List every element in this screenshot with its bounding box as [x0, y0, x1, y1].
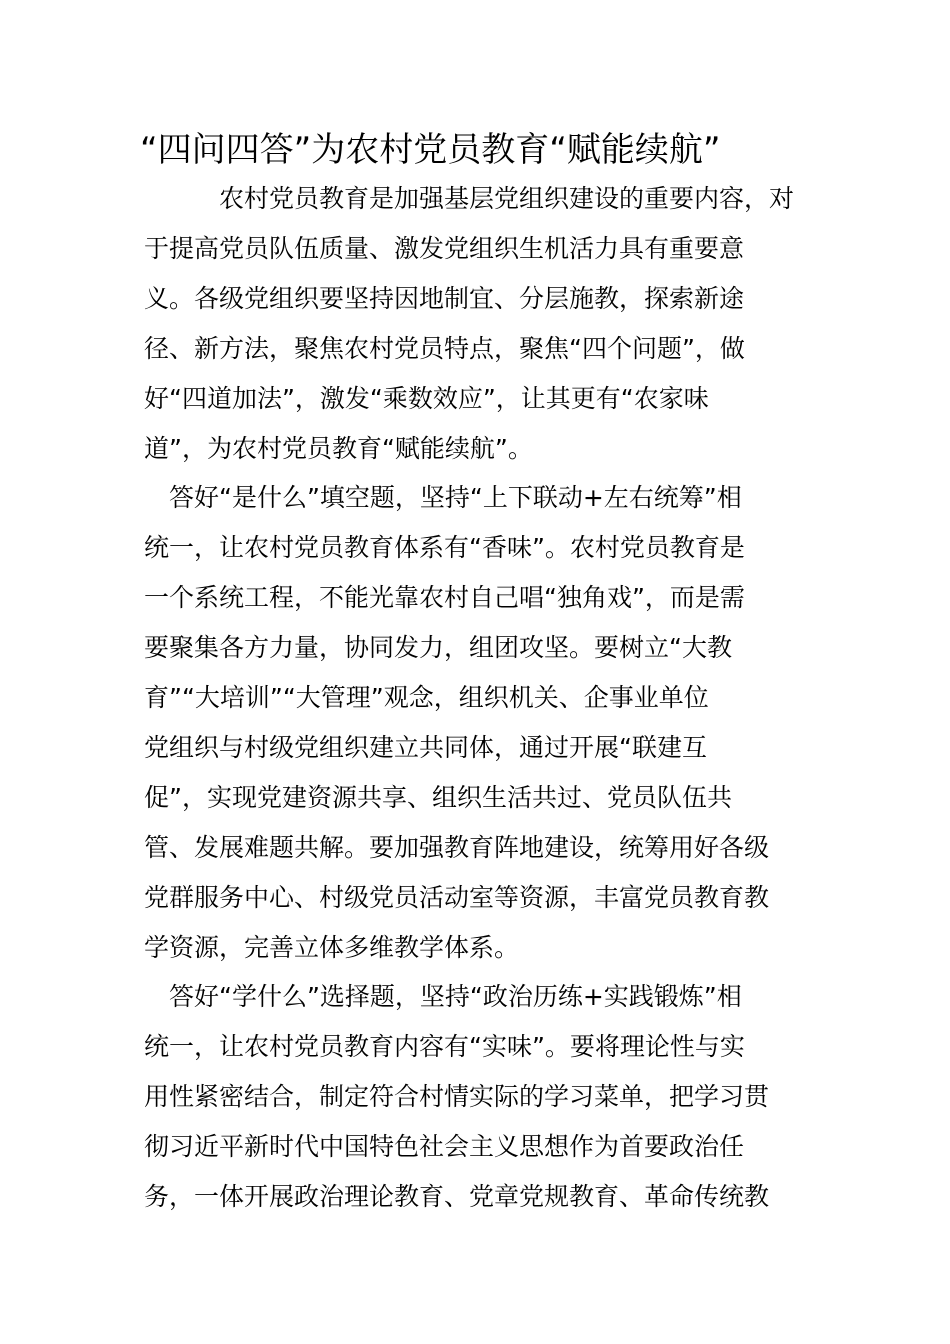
text-line: 管、发展难题共解。要加强教育阵地建设，统筹用好各级	[144, 833, 770, 862]
text-line: 用性紧密结合，制定符合村情实际的学习菜单，把学习贯	[144, 1082, 770, 1111]
text-line: 统一，让农村党员教育内容有“实味”。要将理论性与实	[144, 1032, 745, 1061]
text-line: 道”，为农村党员教育“赋能续航”。	[144, 434, 533, 463]
text-line: 务，一体开展政治理论教育、党章党规教育、革命传统教	[144, 1182, 770, 1211]
text-line: 要聚集各方力量，协同发力，组团攻坚。要树立“大教	[144, 633, 732, 662]
text-line: 彻习近平新时代中国特色社会主义思想作为首要政治任	[144, 1132, 745, 1161]
text-line: 义。各级党组织要坚持因地制宜、分层施教，探索新途	[144, 284, 745, 313]
text-line: 答好“学什么”选择题，坚持“政治历练+实践锻炼”相	[144, 982, 742, 1011]
text-line: 促”，实现党建资源共享、组织生活共过、党员队伍共	[144, 783, 732, 812]
text-line: 径、新方法，聚焦农村党员特点，聚焦“四个问题”，做	[144, 334, 745, 363]
text-line: 育”“大培训”“大管理”观念，组织机关、企事业单位	[144, 683, 709, 712]
document-title: “四问四答”为农村党员教育“赋能续航”	[140, 130, 721, 170]
text-line: 农村党员教育是加强基层党组织建设的重要内容，对	[144, 184, 795, 213]
text-line: 统一，让农村党员教育体系有“香味”。农村党员教育是	[144, 533, 745, 562]
text-line: 党群服务中心、村级党员活动室等资源，丰富党员教育教	[144, 883, 770, 912]
text-line: 一个系统工程，不能光靠农村自己唱“独角戏”，而是需	[144, 583, 745, 612]
text-line: 党组织与村级党组织建立共同体，通过开展“联建互	[144, 733, 707, 762]
text-line: 答好“是什么”填空题，坚持“上下联动+左右统筹”相	[144, 483, 742, 512]
text-line: 学资源，完善立体多维教学体系。	[144, 933, 520, 962]
text-line: 于提高党员队伍质量、激发党组织生机活力具有重要意	[144, 234, 745, 263]
text-line: 好“四道加法”，激发“乘数效应”，让其更有“农家味	[144, 384, 709, 413]
